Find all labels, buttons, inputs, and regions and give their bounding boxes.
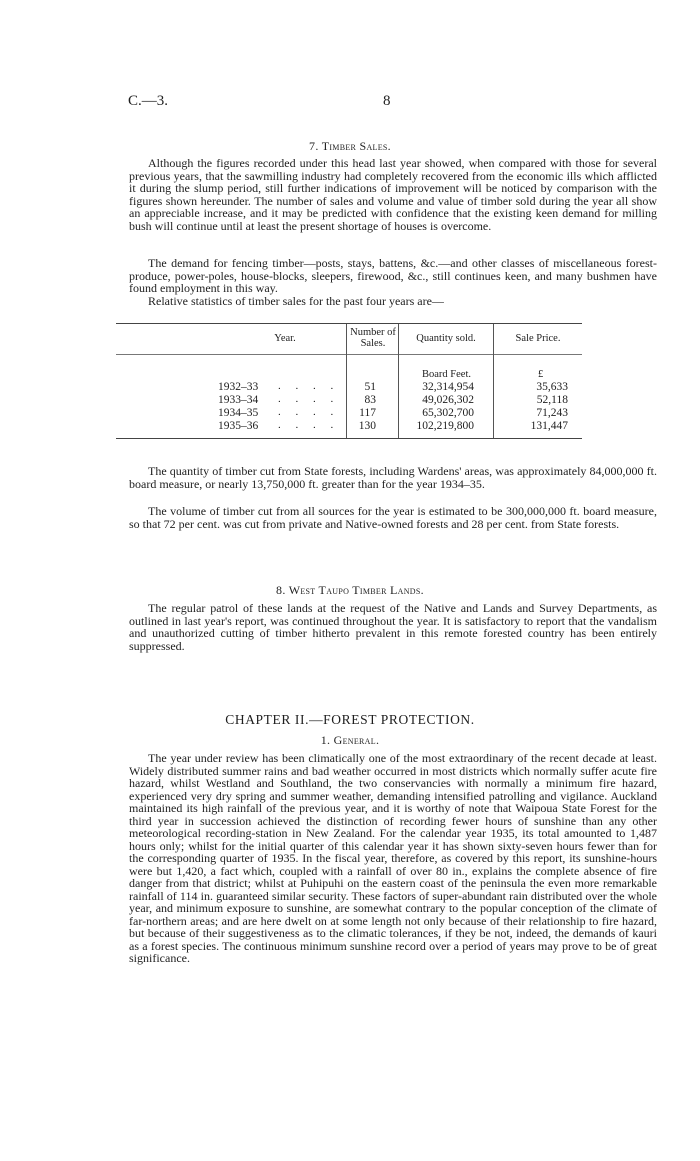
column-header-price: Sale Price.	[515, 333, 561, 344]
quantity-unit: Board Feet.	[422, 369, 471, 380]
table-top-rule	[116, 323, 582, 324]
row-leader-dots: . . . .	[278, 380, 340, 392]
general-subheading: 1. General.	[320, 733, 380, 747]
table-header-rule	[116, 354, 582, 355]
chapter-title: CHAPTER II.—FOREST PROTECTION.	[225, 712, 475, 727]
timber-volume-paragraph: The volume of timber cut from all sources for the year is estimated to be 300,000,000 ft. board measure, so that 72 per cent. was cut from private and Native-owned forests and 28 per cent. from State forests.	[129, 504, 657, 531]
west-taupo-heading: 8. West Taupo Timber Lands.	[276, 583, 424, 597]
row-price: 52,118	[536, 394, 568, 406]
row-year: 1933–34	[218, 394, 259, 406]
row-price: 35,633	[536, 381, 568, 393]
row-quantity: 102,219,800	[416, 420, 474, 432]
row-quantity: 65,302,700	[422, 407, 474, 419]
row-price: 71,243	[536, 407, 568, 419]
column-header-year: Year.	[274, 333, 296, 344]
table-bottom-rule	[116, 438, 582, 439]
timber-sales-paragraph-1: Although the figures recorded under this head last year showed, when compared with those for several previous years, that the sawmilling industry had completely recovered from the economic ills which afflicted it during the slump period, still further indications of improvement will be noticed by comparison with the figures shown hereunder. The number of sales and volume and value of timber sold during the year all show an appreciable increase, and it may be predicted with confidence that the existing keen demand for milling bush will continue until at least the present shortage of houses is overcome.	[129, 156, 657, 233]
row-sales: 83	[364, 394, 376, 406]
column-header-quantity: Quantity sold.	[416, 333, 476, 344]
report-reference: C.—3.	[128, 93, 169, 109]
row-year: 1935–36	[218, 420, 259, 432]
row-sales: 130	[358, 420, 376, 432]
row-price: 131,447	[530, 420, 568, 432]
row-leader-dots: . . . .	[278, 406, 340, 418]
page-number: 8	[383, 93, 391, 109]
row-leader-dots: . . . .	[278, 393, 340, 405]
row-year: 1932–33	[218, 381, 259, 393]
price-unit: £	[538, 369, 544, 380]
timber-sales-heading: 7. Timber Sales.	[309, 139, 391, 153]
row-quantity: 32,314,954	[422, 381, 474, 393]
column-header-sales: Number of Sales.	[350, 327, 396, 349]
timber-sales-paragraph-2: The demand for fencing timber—posts, stays, battens, &c.—and other classes of miscellaneous forest-produce, power-poles, house-blocks, sleepers, firewood, &c., still continues keen, and many bushmen have found employment in this way.	[129, 256, 657, 295]
row-leader-dots: . . . .	[278, 419, 340, 431]
timber-sales-paragraph-3: Relative statistics of timber sales for the past four years are—	[148, 294, 444, 308]
row-sales: 51	[364, 381, 376, 393]
general-paragraph: The year under review has been climatically one of the most extraordinary of the recent decade at least. Widely distributed summer rains and bad weather occurred in most districts which normally suffer acute fire hazard, whilst Westland and Southland, the two conservancies with normally a minimum fire hazard, experienced very dry spring and summer weather, demanding intensified patrolling and vigilance. Auckland maintained its high rainfall of the previous year, and it is worthy of note that Waipoua State Forest for the third year in succession achieved the distinction of recording fewer hours of sunshine than any other meteorological recording-station in New Zealand. For the calendar year 1935, its total amounted to 1,487 hours only; whilst for the initial quarter of this calendar year it has shown sixty-seven hours fewer than for the corresponding quarter of 1935. In the fiscal year, therefore, as covered by this report, its sunshine-hours were but 1,420, a fact which, coupled with a rainfall of over 80 in., explains the complete absence of fire danger from that district; whilst at Puhipuhi on the eastern coast of the peninsula the even more remarkable rainfall of 114 in. guaranteed similar security. These factors of super-abundant rain distributed over the whole year, and minimum exposure to sunshine, are somewhat contrary to the popular conception of the climate of far-northern areas; and are here dwelt on at some length not only because of their relationship to fire hazard, but because of their suggestiveness as to the climatic tolerances, if they be not, indeed, the demands of kauri as a forest species. The continuous minimum sunshine record over a period of years may prove to be of great significance.	[129, 751, 657, 965]
timber-quantity-paragraph: The quantity of timber cut from State forests, including Wardens' areas, was approximately 84,000,000 ft. board measure, or nearly 13,750,000 ft. greater than for the year 1934–35.	[129, 464, 657, 491]
row-year: 1934–35	[218, 407, 259, 419]
row-sales: 117	[359, 407, 376, 419]
row-quantity: 49,026,302	[422, 394, 474, 406]
west-taupo-paragraph: The regular patrol of these lands at the request of the Native and Lands and Survey Departments, as outlined in last year's report, was continued throughout the year. It is satisfactory to report that the vandalism and unauthorized cutting of timber hitherto prevalent in this remote forested country has been entirely suppressed.	[129, 601, 657, 653]
